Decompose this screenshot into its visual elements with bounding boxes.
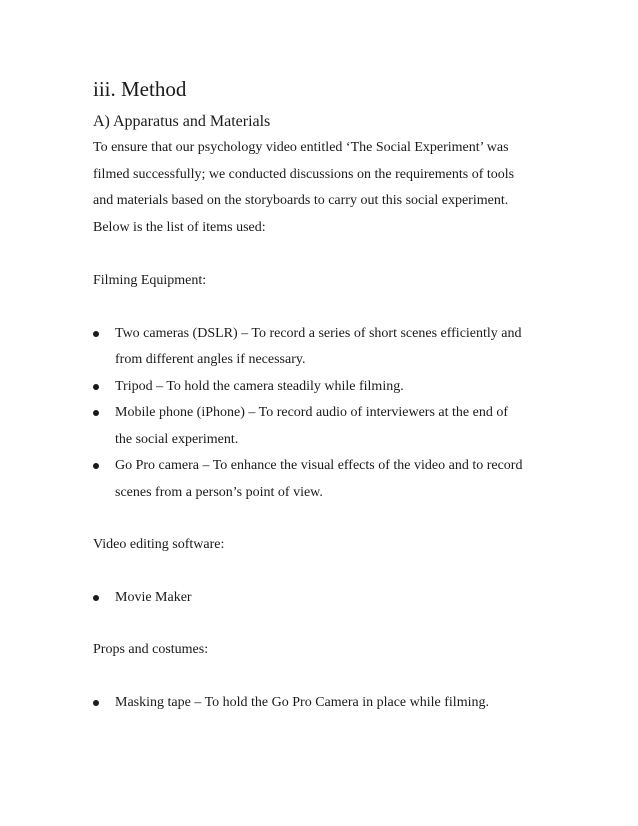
list-item-text: Movie Maker: [115, 589, 192, 605]
bullet-icon: [93, 463, 99, 469]
video-editing-software-label: Video editing software:: [93, 537, 225, 552]
bullet-icon: [93, 410, 99, 416]
filming-equipment-list: [93, 321, 563, 507]
subsection-heading: A) Apparatus and Materials: [93, 113, 271, 130]
list-item-text: Mobile phone (iPhone) – To record audio of interviewers at the end of the social experiment.: [115, 405, 508, 447]
intro-paragraph: To ensure that our psychology video entitled ‘The Social Experiment’ was filmed successfully; we conducted discussions on the requirements of tools and materials based on the storyboards to carry out this social experiment. Below is the list of items used:: [93, 140, 515, 235]
list-item: [93, 690, 563, 717]
list-item-text: Tripod – To hold the camera steadily while filming.: [115, 378, 404, 394]
video-editing-software-list: [93, 585, 563, 612]
list-item: [93, 453, 563, 506]
bullet-icon: [93, 700, 99, 706]
section-heading: iii. Method: [93, 77, 187, 101]
list-item: [93, 374, 563, 401]
list-item: [93, 585, 563, 612]
bullet-icon: [93, 384, 99, 390]
list-item-text: Go Pro camera – To enhance the visual effects of the video and to record scenes from a person’s point of view.: [115, 458, 523, 500]
list-item-text: Two cameras (DSLR) – To record a series of short scenes efficiently and from different angles if necessary.: [115, 325, 522, 367]
props-and-costumes-label: Props and costumes:: [93, 642, 209, 657]
list-item-text: Masking tape – To hold the Go Pro Camera in place while filming.: [115, 694, 489, 710]
list-item: [93, 321, 563, 374]
method-section: [93, 76, 563, 716]
list-item: [93, 400, 563, 453]
filming-equipment-label: Filming Equipment:: [93, 273, 207, 288]
bullet-icon: [93, 331, 99, 337]
props-and-costumes-list: [93, 690, 563, 717]
bullet-icon: [93, 595, 99, 601]
